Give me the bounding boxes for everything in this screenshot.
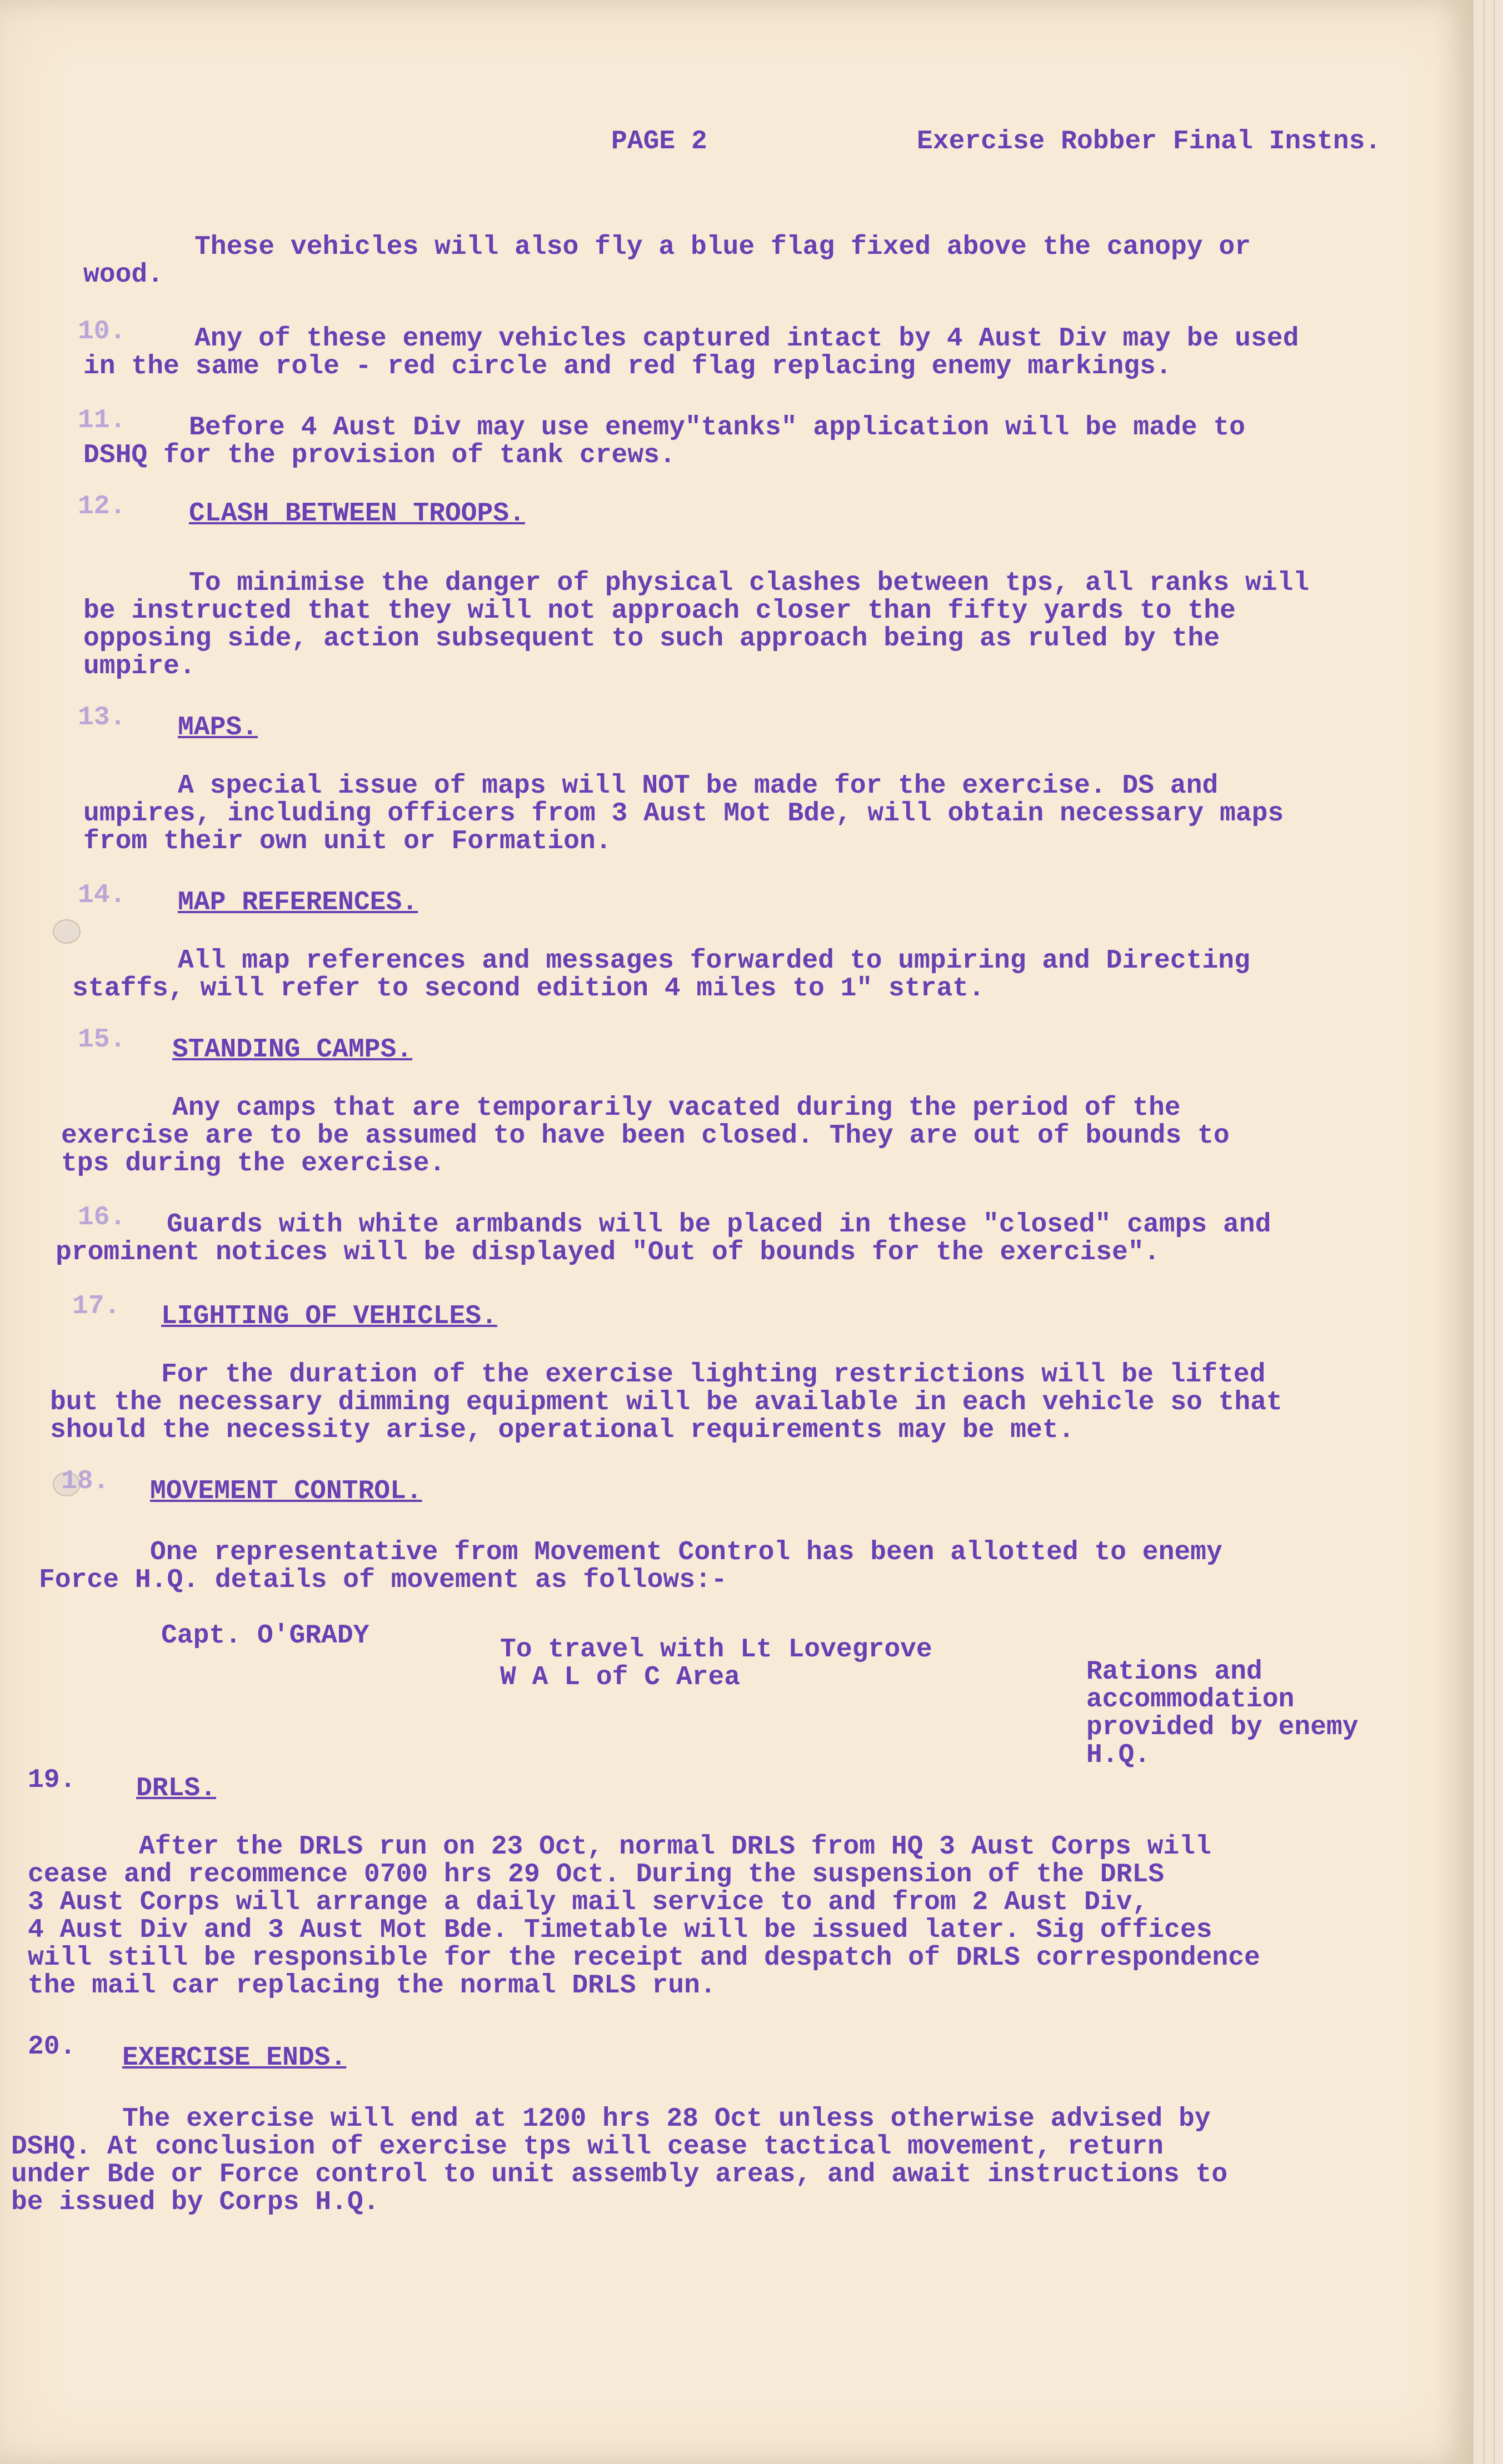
text-line: staffs, will refer to second edition 4 miles to 1" strat. bbox=[72, 974, 985, 1004]
text-line: Force H.Q. details of movement as follows:- bbox=[39, 1565, 727, 1595]
section-title: MOVEMENT CONTROL. bbox=[150, 1476, 422, 1506]
section-title: DRLS. bbox=[136, 1774, 217, 1804]
section-title: MAPS. bbox=[178, 713, 258, 743]
section-number: 18. bbox=[61, 1466, 109, 1496]
section-number: 14. bbox=[78, 880, 126, 910]
page-label: PAGE 2 bbox=[611, 127, 707, 157]
text-line: be instructed that they will not approach closer than fifty yards to the bbox=[83, 596, 1236, 626]
section-number: 13. bbox=[78, 703, 126, 733]
text-line: cease and recommence 0700 hrs 29 Oct. During the suspension of the DRLS bbox=[28, 1860, 1165, 1890]
punch-hole bbox=[53, 919, 81, 944]
page-edge bbox=[1494, 0, 1503, 2464]
movement-travel: W A L of C Area bbox=[500, 1662, 741, 1692]
section-number: 11. bbox=[78, 405, 126, 435]
movement-travel: To travel with Lt Lovegrove bbox=[500, 1635, 932, 1665]
text-line: After the DRLS run on 23 Oct, normal DRLS from HQ 3 Aust Corps will bbox=[139, 1832, 1211, 1862]
text-line: Guards with white armbands will be placed in these "closed" camps and bbox=[167, 1210, 1271, 1240]
section-title: MAP REFERENCES. bbox=[178, 888, 418, 918]
text-line: should the necessity arise, operational requirements may be met. bbox=[50, 1415, 1075, 1445]
section-number: 16. bbox=[78, 1203, 126, 1233]
text-line: Any of these enemy vehicles captured intact by 4 Aust Div may be used bbox=[194, 324, 1299, 354]
text-line: A special issue of maps will NOT be made for the exercise. DS and bbox=[178, 771, 1219, 801]
text-line: DSHQ. At conclusion of exercise tps will cease tactical movement, return bbox=[11, 2132, 1164, 2162]
document-title: Exercise Robber Final Instns. bbox=[917, 127, 1381, 157]
movement-rations: H.Q. bbox=[1086, 1740, 1151, 1770]
section-number: 19. bbox=[28, 1765, 76, 1795]
page-edge bbox=[1472, 0, 1485, 2464]
text-line: from their own unit or Formation. bbox=[83, 827, 612, 857]
section-title: STANDING CAMPS. bbox=[172, 1035, 413, 1065]
section-number: 20. bbox=[28, 2032, 76, 2062]
section-number: 12. bbox=[78, 492, 126, 522]
section-number: 10. bbox=[78, 317, 126, 347]
text-line: will still be responsible for the receipt and despatch of DRLS correspondence bbox=[28, 1943, 1260, 1973]
text-line: 3 Aust Corps will arrange a daily mail service to and from 2 Aust Div, bbox=[28, 1887, 1149, 1917]
section-title: EXERCISE ENDS. bbox=[122, 2043, 347, 2073]
text-line: Any camps that are temporarily vacated during the period of the bbox=[172, 1093, 1181, 1123]
text-line: All map references and messages forwarded to umpiring and Directing bbox=[178, 946, 1250, 976]
text-line: umpire. bbox=[83, 652, 196, 682]
text-line: in the same role - red circle and red flag replacing enemy markings. bbox=[83, 352, 1172, 382]
section-title: LIGHTING OF VEHICLES. bbox=[161, 1301, 497, 1331]
movement-name: Capt. O'GRADY bbox=[161, 1621, 369, 1651]
text-line: but the necessary dimming equipment will be available in each vehicle so that bbox=[50, 1388, 1282, 1418]
text-line: Before 4 Aust Div may use enemy"tanks" application will be made to bbox=[189, 413, 1246, 443]
movement-rations: accommodation bbox=[1086, 1685, 1295, 1715]
text-line: tps during the exercise. bbox=[61, 1149, 446, 1179]
text-line: The exercise will end at 1200 hrs 28 Oct unless otherwise advised by bbox=[122, 2104, 1211, 2134]
text-line: umpires, including officers from 3 Aust Mot Bde, will obtain necessary maps bbox=[83, 799, 1284, 829]
text-line: wood. bbox=[83, 260, 164, 290]
section-title: CLASH BETWEEN TROOPS. bbox=[189, 499, 525, 529]
section-number: 17. bbox=[72, 1291, 121, 1321]
text-line: exercise are to be assumed to have been closed. They are out of bounds to bbox=[61, 1121, 1230, 1151]
text-line: DSHQ for the provision of tank crews. bbox=[83, 440, 676, 470]
text-line: One representative from Movement Control has been allotted to enemy bbox=[150, 1538, 1222, 1567]
text-line: To minimise the danger of physical clashes between tps, all ranks will bbox=[189, 568, 1310, 598]
text-line: For the duration of the exercise lighting restrictions will be lifted bbox=[161, 1360, 1266, 1390]
movement-rations: provided by enemy bbox=[1086, 1712, 1359, 1742]
text-line: These vehicles will also fly a blue flag fixed above the canopy or bbox=[194, 232, 1251, 262]
text-line: prominent notices will be displayed "Out of bounds for the exercise". bbox=[56, 1238, 1160, 1268]
movement-rations: Rations and bbox=[1086, 1657, 1262, 1687]
text-line: opposing side, action subsequent to such approach being as ruled by the bbox=[83, 624, 1220, 654]
text-line: be issued by Corps H.Q. bbox=[11, 2187, 380, 2217]
text-line: the mail car replacing the normal DRLS run. bbox=[28, 1971, 716, 2001]
section-number: 15. bbox=[78, 1025, 126, 1055]
text-line: 4 Aust Div and 3 Aust Mot Bde. Timetable will be issued later. Sig offices bbox=[28, 1915, 1212, 1945]
page-edge bbox=[1484, 0, 1495, 2464]
text-line: under Bde or Force control to unit assembly areas, and await instructions to bbox=[11, 2160, 1228, 2190]
